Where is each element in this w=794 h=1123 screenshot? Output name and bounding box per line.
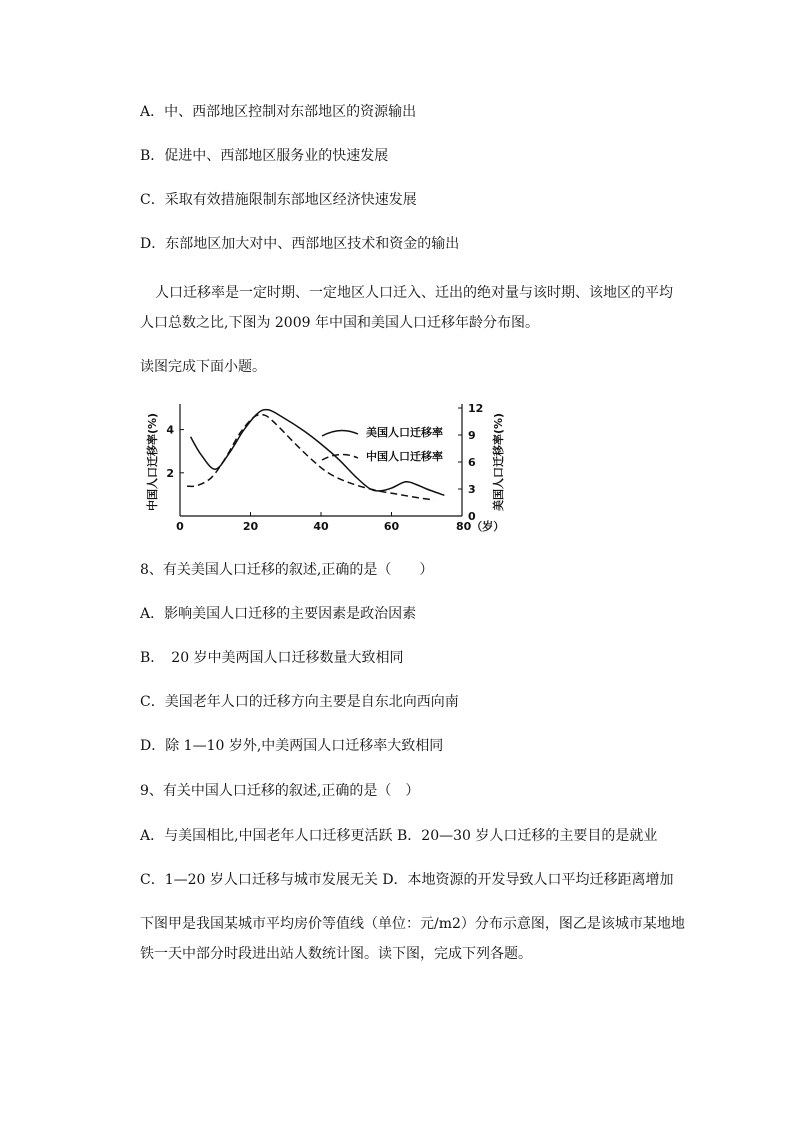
y-left-tick-label: 4 bbox=[166, 423, 174, 437]
q8-option-c: C．美国老年人口的迁移方向主要是自东北向西向南 bbox=[140, 694, 459, 710]
next-intro-line-1: 下图甲是我国某城市平均房价等值线（单位：元/m2）分布示意图，图乙是该城市某地地 bbox=[140, 916, 685, 932]
x-tick-label: 0 bbox=[176, 520, 184, 533]
y-right-tick-label: 12 bbox=[468, 402, 484, 415]
y-right-tick-label: 3 bbox=[468, 483, 476, 496]
y-right-tick-label: 0 bbox=[468, 510, 476, 523]
q9-options-cd: C．1—20 岁人口迁移与城市发展无关 D．本地资源的开发导致人口平均迁移距离增加 bbox=[140, 872, 674, 888]
legend-china-swatch bbox=[322, 454, 358, 460]
q8-option-d: D．除 1—10 岁外,中美两国人口迁移率大致相同 bbox=[140, 738, 444, 754]
option-prev-d: D．东部地区加大对中、西部地区技术和资金的输出 bbox=[140, 236, 460, 252]
option-prev-a: A．中、西部地区控制对东部地区的资源输出 bbox=[140, 104, 417, 120]
x-tick-label: 80（岁） bbox=[456, 520, 505, 533]
migration-chart bbox=[140, 398, 520, 538]
y-right-tick-label: 6 bbox=[468, 456, 476, 469]
q8-option-a: A．影响美国人口迁移的主要因素是政治因素 bbox=[140, 606, 417, 622]
q9-options-ab: A．与美国相比,中国老年人口迁移更活跃 B．20—30 岁人口迁移的主要目的是就业 bbox=[140, 828, 658, 844]
y-right-tick-label: 9 bbox=[468, 429, 476, 442]
intro-paragraph-line-1: 人口迁移率是一定时期、一定地区人口迁入、迁出的绝对量与该时期、该地区的平均 bbox=[155, 285, 673, 301]
migration-chart-svg bbox=[140, 398, 520, 538]
x-tick-label: 40 bbox=[313, 520, 329, 533]
question-9: 9、有关中国人口迁移的叙述,正确的是（ ） bbox=[140, 783, 420, 799]
legend-china-label: 中国人口迁移率 bbox=[366, 450, 443, 463]
x-tick-label: 20 bbox=[242, 520, 259, 533]
x-tick-label: 60 bbox=[383, 520, 400, 533]
chart-legend bbox=[322, 425, 443, 463]
chart-axes bbox=[145, 402, 505, 533]
next-intro-line-2: 铁一天中部分时段进出站人数统计图。读下图，完成下列各题。 bbox=[140, 946, 532, 962]
question-8: 8、有关美国人口迁移的叙述,正确的是（ ） bbox=[140, 562, 434, 578]
legend-us-label: 美国人口迁移率 bbox=[366, 426, 443, 439]
read-prompt: 读图完成下面小题。 bbox=[140, 359, 266, 375]
legend-us-swatch bbox=[322, 430, 358, 436]
y-left-tick-label: 2 bbox=[166, 466, 174, 480]
option-prev-b: B．促进中、西部地区服务业的快速发展 bbox=[140, 148, 389, 164]
y-right-axis-title: 美国人口迁移率(%) bbox=[492, 412, 505, 512]
option-prev-c: C．采取有效措施限制东部地区经济快速发展 bbox=[140, 192, 417, 208]
q8-option-b: B． 20 岁中美两国人口迁移数量大致相同 bbox=[140, 650, 404, 666]
y-left-axis-title: 中国人口迁移率(%) bbox=[146, 412, 159, 512]
intro-paragraph-line-2: 人口总数之比,下图为 2009 年中国和美国人口迁移年龄分布图。 bbox=[140, 315, 539, 331]
